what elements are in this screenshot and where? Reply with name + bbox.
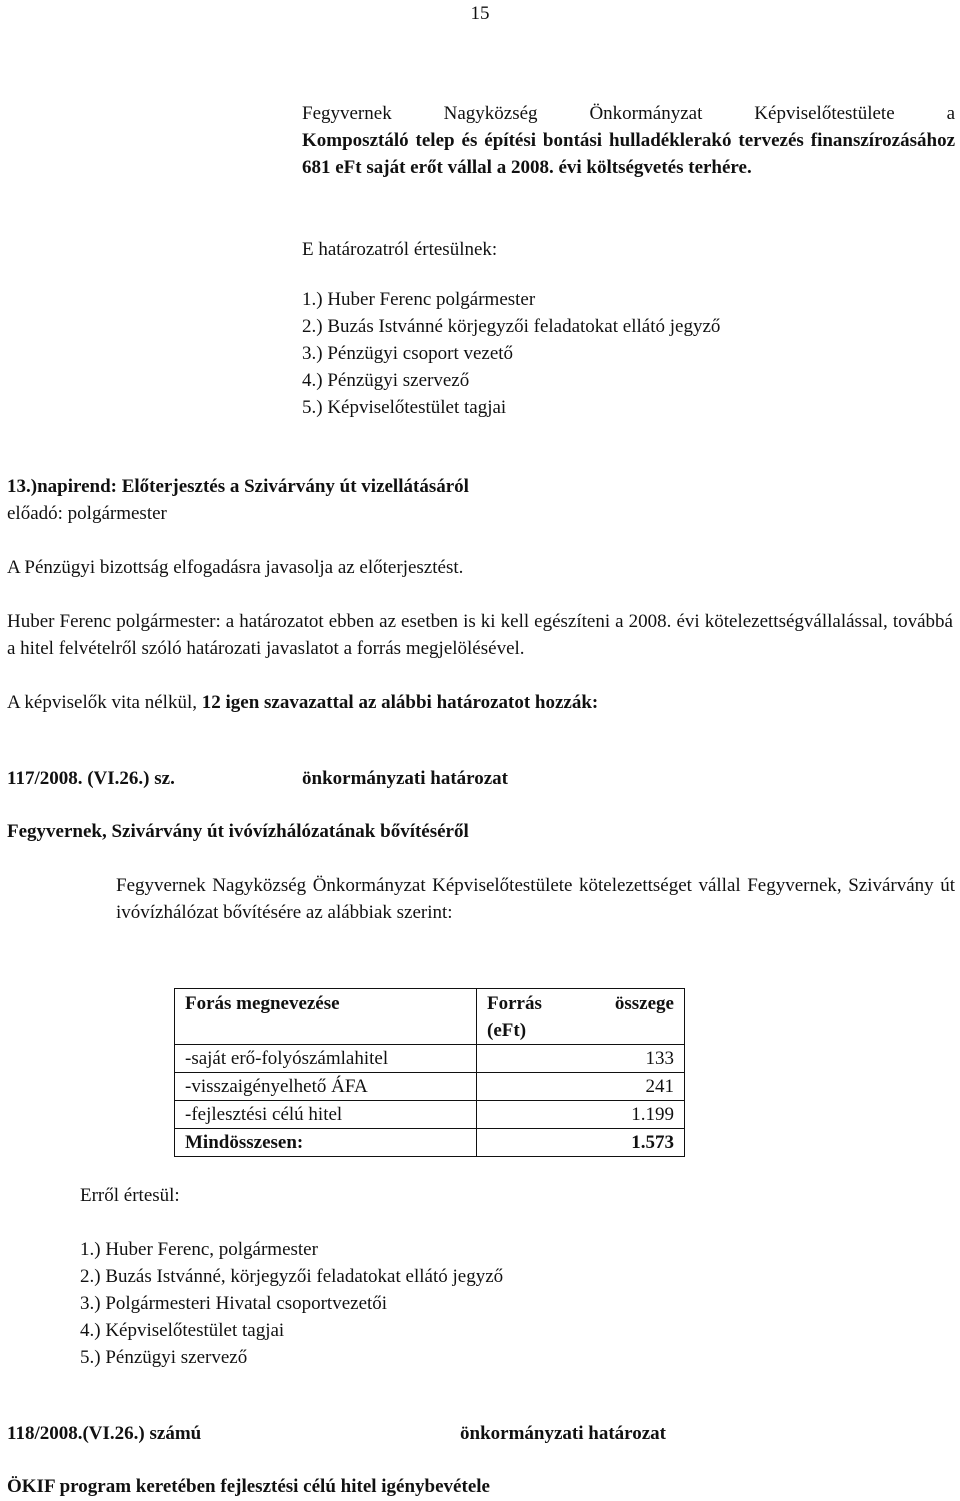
resolution-2-number: 118/2008.(VI.26.) számú: [7, 1423, 202, 1444]
notice-label: E határozatról értesülnek:: [302, 239, 498, 260]
list-item: 3.) Polgármesteri Hivatal csoportvezetői: [80, 1293, 388, 1314]
notice-block-1: [302, 236, 902, 421]
header-amount-line1: Forrás összege: [487, 993, 674, 1014]
mayor-statement: Huber Ferenc polgármester: a határozatot ebben az esetben is ki kell egészíteni a 2008. évi kötelezettségvállalással, továbbá a hitel felvételről szóló határozati javaslatot a forrás megjelölésével.: [7, 611, 953, 659]
list-item: 5.) Pénzügyi szervező: [80, 1347, 248, 1368]
resolution-2-title: ÖKIF program keretében fejlesztési célú hitel igénybevétele: [7, 1476, 490, 1497]
list-item: 2.) Buzás Istvánné, körjegyzői feladatokat ellátó jegyző: [80, 1266, 504, 1287]
agenda-heading: [7, 473, 907, 500]
resolution-body: Fegyvernek Nagyközség Önkormányzat Képviselőtestülete kötelezettséget vállal Fegyvernek, Szivárvány út ivóvízhálózat bővítésére az alábbiak szerint:: [116, 875, 955, 923]
header-amount: [477, 989, 685, 1045]
row-name: -fejlesztési célú hitel: [175, 1101, 477, 1129]
agenda-text: napirend: Előterjesztés a Szivárvány út vizellátásáról: [37, 476, 469, 497]
list-item: 4.) Pénzügyi szervező: [302, 370, 470, 391]
row-amount: 1.199: [477, 1101, 685, 1129]
intro-prefix: Fegyvernek Nagyközség Önkormányzat Képviselőtestülete a: [302, 103, 955, 124]
resolution-title: Fegyvernek, Szivárvány út ivóvízhálózatának bővítéséről: [7, 821, 469, 842]
notice-list-1: [302, 286, 902, 421]
notice-label-2: Erről értesül:: [80, 1185, 180, 1206]
row-name: -saját erő-folyószámlahitel: [175, 1045, 477, 1073]
intro-bold-text: Komposztáló telep és építési bontási hulladéklerakó tervezés finanszírozásához 681 eFt saját erőt vállal a 2008. évi költségvetés terhére.: [302, 130, 955, 178]
total-amount: 1.573: [477, 1129, 685, 1157]
funding-table: [174, 988, 685, 1157]
notice-list-2: [80, 1236, 780, 1371]
vote-prefix: A képviselők vita nélkül,: [7, 692, 197, 713]
vote-result: [7, 689, 953, 716]
list-item: 2.) Buzás Istvánné körjegyzői feladatokat ellátó jegyző: [302, 316, 721, 337]
header-source-name: Forás megnevezése: [175, 989, 477, 1045]
resolution-number: 117/2008. (VI.26.) sz.: [7, 768, 175, 789]
resolution-2-kind: önkormányzati határozat: [460, 1423, 666, 1444]
list-item: 1.) Huber Ferenc, polgármester: [80, 1239, 318, 1260]
row-amount: 133: [477, 1045, 685, 1073]
list-item: 4.) Képviselőtestület tagjai: [80, 1320, 285, 1341]
resolution-kind: önkormányzati határozat: [302, 768, 508, 789]
agenda-presenter: előadó: polgármester: [7, 503, 167, 524]
list-item: 3.) Pénzügyi csoport vezető: [302, 343, 514, 364]
agenda-number: 13.): [7, 476, 38, 497]
table-row: [175, 1045, 685, 1073]
intro-paragraph: [302, 100, 955, 181]
list-item: 1.) Huber Ferenc polgármester: [302, 289, 536, 310]
table-row: [175, 1073, 685, 1101]
page-number: 15: [470, 3, 490, 24]
row-amount: 241: [477, 1073, 685, 1101]
list-item: 5.) Képviselőtestület tagjai: [302, 397, 507, 418]
committee-recommendation: A Pénzügyi bizottság elfogadásra javasolja az előterjesztést.: [7, 557, 464, 578]
total-label: Mindösszesen:: [175, 1129, 477, 1157]
table-row: [175, 1101, 685, 1129]
header-amount-line2: (eFt): [487, 1020, 527, 1041]
row-name: -visszaigényelhető ÁFA: [175, 1073, 477, 1101]
vote-bold: 12 igen szavazattal az alábbi határozatot hozzák:: [201, 692, 599, 713]
table-total-row: [175, 1129, 685, 1157]
table-header-row: [175, 989, 685, 1045]
agenda-block: [7, 473, 907, 527]
